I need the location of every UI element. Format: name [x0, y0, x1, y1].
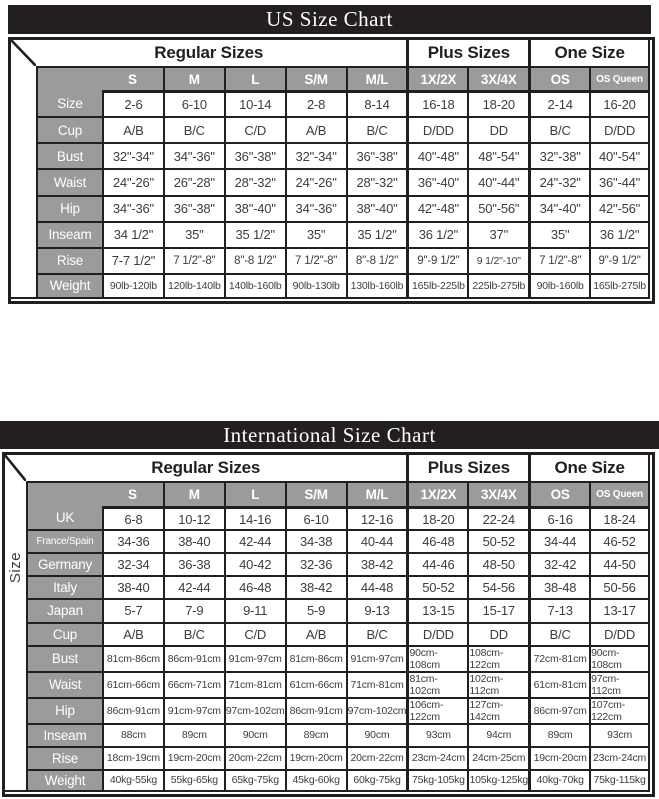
- row-label-cell: UK: [26, 506, 102, 529]
- data-cell: 9-13: [346, 598, 407, 621]
- data-cell: A/B: [102, 622, 163, 645]
- row-label-cell: Bust: [26, 645, 102, 671]
- data-cell: 61cm-66cm: [102, 671, 163, 697]
- data-cell: 50"-56": [467, 195, 528, 221]
- data-cell: 10-12: [163, 506, 224, 529]
- data-cell: 35 1/2": [346, 221, 407, 247]
- row-label-cell: Rise: [36, 247, 102, 273]
- data-cell: 90lb-160lb: [528, 273, 589, 299]
- column-header-cell: M: [163, 481, 224, 506]
- data-cell: 93cm: [406, 723, 467, 746]
- column-header-cell: OS Queen: [589, 66, 650, 90]
- row-label-cell: France/Spain: [26, 529, 102, 552]
- data-cell: 61cm-81cm: [528, 671, 589, 697]
- group-header-cell: Plus Sizes: [406, 455, 528, 481]
- data-cell: 18-20: [467, 90, 528, 116]
- data-cell: 108cm-122cm: [467, 645, 528, 671]
- data-cell: 23cm-24cm: [589, 746, 650, 769]
- data-cell: D/DD: [406, 116, 467, 142]
- data-cell: 37": [467, 221, 528, 247]
- column-header-cell: L: [224, 481, 285, 506]
- data-cell: D/DD: [406, 622, 467, 645]
- data-cell: 13-15: [406, 598, 467, 621]
- data-cell: B/C: [346, 116, 407, 142]
- data-cell: 46-52: [589, 529, 650, 552]
- data-cell: 22-24: [467, 506, 528, 529]
- diagonal-line: [11, 40, 36, 66]
- data-cell: 42"-56": [589, 195, 650, 221]
- data-cell: 16-20: [589, 90, 650, 116]
- column-header-cell: 1X/2X: [406, 66, 467, 90]
- row-label-cell: Weight: [26, 769, 102, 792]
- data-cell: 7 1/2"-8": [528, 247, 589, 273]
- data-cell: 81cm-102cm: [406, 671, 467, 697]
- data-cell: 165lb-225lb: [406, 273, 467, 299]
- data-cell: 32"-34": [285, 142, 346, 168]
- data-cell: 32"-38": [528, 142, 589, 168]
- data-cell: 36 1/2": [406, 221, 467, 247]
- data-cell: A/B: [102, 116, 163, 142]
- data-cell: 106cm-122cm: [406, 697, 467, 723]
- data-cell: 7-7 1/2": [102, 247, 163, 273]
- data-cell: 9"-9 1/2": [589, 247, 650, 273]
- data-cell: 55kg-65kg: [163, 769, 224, 792]
- column-header-cell: M/L: [346, 66, 407, 90]
- data-cell: 42"-48": [406, 195, 467, 221]
- table-corner-gutter: [11, 40, 36, 299]
- us-size-table: [8, 37, 655, 304]
- data-cell: 71cm-81cm: [224, 671, 285, 697]
- data-cell: 13-17: [589, 598, 650, 621]
- data-cell: 32-34: [102, 552, 163, 575]
- data-cell: 26"-28": [163, 168, 224, 194]
- data-cell: 81cm-86cm: [102, 645, 163, 671]
- international-size-table: [2, 452, 655, 797]
- row-label-cell: Bust: [36, 142, 102, 168]
- group-header-cell: Plus Sizes: [406, 40, 528, 66]
- data-cell: 34-36: [102, 529, 163, 552]
- data-cell: 38-40: [102, 575, 163, 598]
- row-label-cell: Size: [36, 90, 102, 116]
- data-cell: 44-46: [406, 552, 467, 575]
- data-cell: 44-50: [589, 552, 650, 575]
- data-cell: 7 1/2"-8": [163, 247, 224, 273]
- data-cell: 48-50: [467, 552, 528, 575]
- data-cell: 50-52: [406, 575, 467, 598]
- data-cell: 2-8: [285, 90, 346, 116]
- data-cell: 20cm-22cm: [346, 746, 407, 769]
- data-cell: 94cm: [467, 723, 528, 746]
- data-cell: 102cm-112cm: [467, 671, 528, 697]
- data-cell: 36-38: [163, 552, 224, 575]
- column-header-cell: 3X/4X: [467, 481, 528, 506]
- data-cell: 14-16: [224, 506, 285, 529]
- data-cell: 40-44: [346, 529, 407, 552]
- group-header-cell: One Size: [528, 455, 650, 481]
- data-cell: 90lb-120lb: [102, 273, 163, 299]
- row-label-cell: Hip: [36, 195, 102, 221]
- row-label-cell: Hip: [26, 697, 102, 723]
- column-header-cell: OS Queen: [589, 481, 650, 506]
- data-cell: 2-6: [102, 90, 163, 116]
- data-cell: 34"-36": [285, 195, 346, 221]
- data-cell: 35": [285, 221, 346, 247]
- data-cell: 36"-44": [589, 168, 650, 194]
- data-cell: 6-10: [285, 506, 346, 529]
- data-cell: 105kg-125kg: [467, 769, 528, 792]
- data-cell: 90cm: [346, 723, 407, 746]
- data-cell: 28"-32": [224, 168, 285, 194]
- row-label-cell: Waist: [26, 671, 102, 697]
- data-cell: 8"-8 1/2": [346, 247, 407, 273]
- data-cell: 5-9: [285, 598, 346, 621]
- data-cell: 38-40: [163, 529, 224, 552]
- data-cell: 40kg-70kg: [528, 769, 589, 792]
- data-cell: 6-10: [163, 90, 224, 116]
- data-cell: 34-44: [528, 529, 589, 552]
- data-cell: 107cm-122cm: [589, 697, 650, 723]
- data-cell: 8"-8 1/2": [224, 247, 285, 273]
- data-cell: 19cm-20cm: [163, 746, 224, 769]
- group-header-cell: Regular Sizes: [154, 43, 264, 62]
- data-cell: 40"-54": [589, 142, 650, 168]
- data-cell: 130lb-160lb: [346, 273, 407, 299]
- data-cell: 19cm-20cm: [285, 746, 346, 769]
- data-cell: 32-36: [285, 552, 346, 575]
- row-label-cell: Rise: [26, 746, 102, 769]
- data-cell: 19cm-20cm: [528, 746, 589, 769]
- data-cell: 16-18: [406, 90, 467, 116]
- data-cell: 75kg-105kg: [406, 769, 467, 792]
- data-cell: 6-8: [102, 506, 163, 529]
- data-cell: 91cm-97cm: [163, 697, 224, 723]
- data-cell: 86cm-91cm: [102, 697, 163, 723]
- data-cell: 38-42: [285, 575, 346, 598]
- data-cell: 34-38: [285, 529, 346, 552]
- column-header-cell: M: [163, 66, 224, 90]
- data-cell: 9-11: [224, 598, 285, 621]
- data-cell: B/C: [528, 622, 589, 645]
- data-cell: 75kg-115kg: [589, 769, 650, 792]
- data-cell: 36"-38": [163, 195, 224, 221]
- column-header-cell: S/M: [285, 481, 346, 506]
- data-cell: 97cm-102cm: [346, 697, 407, 723]
- data-cell: 24cm-25cm: [467, 746, 528, 769]
- data-cell: 34"-36": [102, 195, 163, 221]
- data-cell: A/B: [285, 622, 346, 645]
- data-cell: 35": [163, 221, 224, 247]
- row-label-cell: Cup: [26, 622, 102, 645]
- column-header-cell: 3X/4X: [467, 66, 528, 90]
- subheader-spacer: [36, 66, 102, 90]
- data-cell: 71cm-81cm: [346, 671, 407, 697]
- column-header-cell: OS: [528, 481, 589, 506]
- data-cell: 18cm-19cm: [102, 746, 163, 769]
- data-cell: 93cm: [589, 723, 650, 746]
- data-cell: 48"-54": [467, 142, 528, 168]
- data-cell: 97cm-102cm: [224, 697, 285, 723]
- data-cell: 32"-34": [102, 142, 163, 168]
- data-cell: 7-9: [163, 598, 224, 621]
- data-cell: 35 1/2": [224, 221, 285, 247]
- data-cell: 9"-9 1/2": [406, 247, 467, 273]
- column-header-cell: S/M: [285, 66, 346, 90]
- data-cell: 45kg-60kg: [285, 769, 346, 792]
- data-cell: 90cm-108cm: [406, 645, 467, 671]
- data-cell: 72cm-81cm: [528, 645, 589, 671]
- data-cell: 165lb-275lb: [589, 273, 650, 299]
- data-cell: 40"-48": [406, 142, 467, 168]
- data-cell: C/D: [224, 116, 285, 142]
- data-cell: 35": [528, 221, 589, 247]
- data-cell: 89cm: [163, 723, 224, 746]
- international-chart-title: International Size Chart: [0, 421, 659, 449]
- data-cell: 34"-36": [163, 142, 224, 168]
- vertical-size-label: [5, 506, 26, 629]
- column-header-cell: 1X/2X: [406, 481, 467, 506]
- data-cell: 38-42: [346, 552, 407, 575]
- data-cell: 81cm-86cm: [285, 645, 346, 671]
- data-cell: 38"-40": [346, 195, 407, 221]
- data-cell: 120lb-140lb: [163, 273, 224, 299]
- data-cell: 15-17: [467, 598, 528, 621]
- row-label-cell: Inseam: [36, 221, 102, 247]
- data-cell: 7 1/2"-8": [285, 247, 346, 273]
- data-cell: 12-16: [346, 506, 407, 529]
- data-cell: 10-14: [224, 90, 285, 116]
- data-cell: 86cm-97cm: [528, 697, 589, 723]
- data-cell: 24"-26": [285, 168, 346, 194]
- data-cell: DD: [467, 622, 528, 645]
- vertical-size-label-text: Size: [7, 551, 24, 584]
- subheader-spacer: [26, 481, 102, 506]
- data-cell: 42-44: [163, 575, 224, 598]
- data-cell: C/D: [224, 622, 285, 645]
- data-cell: 40kg-55kg: [102, 769, 163, 792]
- row-label-cell: Japan: [26, 598, 102, 621]
- data-cell: 127cm-142cm: [467, 697, 528, 723]
- data-cell: DD: [467, 116, 528, 142]
- data-cell: 7-13: [528, 598, 589, 621]
- data-cell: 90lb-130lb: [285, 273, 346, 299]
- data-cell: 40-42: [224, 552, 285, 575]
- data-cell: 91cm-97cm: [346, 645, 407, 671]
- us-size-chart-section: [0, 5, 659, 304]
- data-cell: B/C: [163, 116, 224, 142]
- row-label-cell: Germany: [26, 552, 102, 575]
- data-cell: 18-20: [406, 506, 467, 529]
- data-cell: 5-7: [102, 598, 163, 621]
- data-cell: 50-56: [589, 575, 650, 598]
- data-cell: D/DD: [589, 622, 650, 645]
- data-cell: 54-56: [467, 575, 528, 598]
- data-cell: 32-42: [528, 552, 589, 575]
- data-cell: 24"-32": [528, 168, 589, 194]
- column-header-cell: OS: [528, 66, 589, 90]
- diagonal-line: [5, 455, 26, 481]
- data-cell: 38"-40": [224, 195, 285, 221]
- data-cell: 225lb-275lb: [467, 273, 528, 299]
- column-header-cell: M/L: [346, 481, 407, 506]
- size-chart-page: [0, 5, 659, 797]
- data-cell: 97cm-112cm: [589, 671, 650, 697]
- data-cell: 38-48: [528, 575, 589, 598]
- data-cell: 90cm: [224, 723, 285, 746]
- data-cell: 42-44: [224, 529, 285, 552]
- column-header-cell: S: [102, 481, 163, 506]
- row-label-cell: Cup: [36, 116, 102, 142]
- data-cell: 23cm-24cm: [406, 746, 467, 769]
- data-cell: 34 1/2": [102, 221, 163, 247]
- data-cell: 91cm-97cm: [224, 645, 285, 671]
- data-cell: B/C: [346, 622, 407, 645]
- data-cell: 46-48: [406, 529, 467, 552]
- data-cell: 89cm: [285, 723, 346, 746]
- data-cell: 9 1/2"-10": [467, 247, 528, 273]
- data-cell: 18-24: [589, 506, 650, 529]
- data-cell: 50-52: [467, 529, 528, 552]
- column-header-cell: L: [224, 66, 285, 90]
- data-cell: 36"-38": [346, 142, 407, 168]
- data-cell: 60kg-75kg: [346, 769, 407, 792]
- data-cell: 86cm-91cm: [285, 697, 346, 723]
- data-cell: D/DD: [589, 116, 650, 142]
- data-cell: 86cm-91cm: [163, 645, 224, 671]
- group-header-cell: One Size: [528, 40, 650, 66]
- us-chart-title: US Size Chart: [8, 5, 651, 34]
- data-cell: 140lb-160lb: [224, 273, 285, 299]
- data-cell: 28"-32": [346, 168, 407, 194]
- row-label-cell: Weight: [36, 273, 102, 299]
- data-cell: 46-48: [224, 575, 285, 598]
- data-cell: 36 1/2": [589, 221, 650, 247]
- international-size-chart-section: [0, 421, 659, 797]
- data-cell: 34"-40": [528, 195, 589, 221]
- table-corner-gutter: [5, 455, 26, 792]
- row-label-cell: Italy: [26, 575, 102, 598]
- data-cell: 2-14: [528, 90, 589, 116]
- data-cell: 36"-38": [224, 142, 285, 168]
- data-cell: 6-16: [528, 506, 589, 529]
- data-cell: 44-48: [346, 575, 407, 598]
- data-cell: 36"-40": [406, 168, 467, 194]
- data-cell: 90cm-108cm: [589, 645, 650, 671]
- data-cell: B/C: [528, 116, 589, 142]
- data-cell: 89cm: [528, 723, 589, 746]
- column-header-cell: S: [102, 66, 163, 90]
- data-cell: 20cm-22cm: [224, 746, 285, 769]
- row-label-cell: Inseam: [26, 723, 102, 746]
- data-cell: 8-14: [346, 90, 407, 116]
- data-cell: A/B: [285, 116, 346, 142]
- data-cell: 40"-44": [467, 168, 528, 194]
- data-cell: 88cm: [102, 723, 163, 746]
- data-cell: 61cm-66cm: [285, 671, 346, 697]
- data-cell: 65kg-75kg: [224, 769, 285, 792]
- data-cell: B/C: [163, 622, 224, 645]
- data-cell: 66cm-71cm: [163, 671, 224, 697]
- data-cell: 24"-26": [102, 168, 163, 194]
- row-label-cell: Waist: [36, 168, 102, 194]
- group-header-cell: Regular Sizes: [151, 458, 261, 477]
